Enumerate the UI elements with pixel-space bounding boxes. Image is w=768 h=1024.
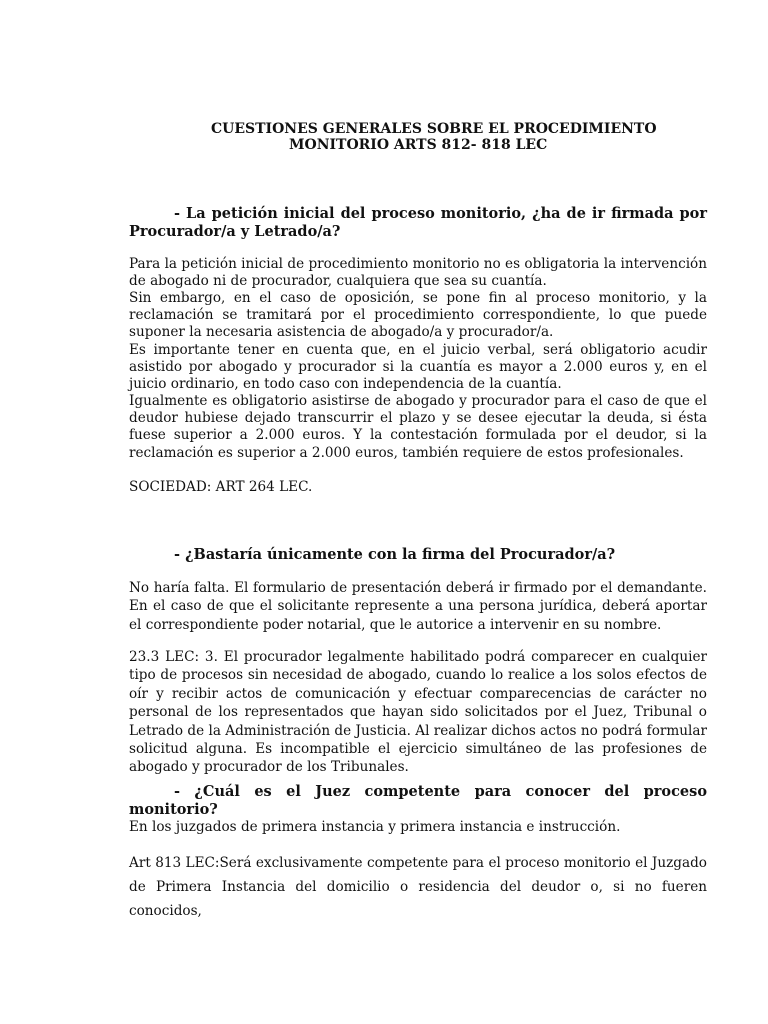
paragraph-art-813: Art 813 LEC:Será exclusivamente competente para el proceso monitorio el Juzgado de Primera Instancia del domicilio o residencia del deudor o, si no fueren conocidos, [129,855,707,919]
paragraph-execution: Igualmente es obligatorio asistirse de abogado y procurador para el caso de que el deudor hubiese dejado transcurrir el plazo y se desee ejecutar la deuda, si ésta fuese superior a 2.000 euros. Y la contestación formulada por el deudor, si la reclamación es superior a 2.000 euros, también requiere de estos profesionales. [129,393,707,461]
question-heading-signature: - La petición inicial del proceso monitorio, ¿ha de ir firmada por Procurador/a y Letrado/a? [129,205,707,240]
question-heading-competent-judge: - ¿Cuál es el Juez competente para conocer del proceso monitorio? [129,783,707,818]
paragraph-opposition: Sin embargo, en el caso de oposición, se pone fin al proceso monitorio, y la reclamación se tramitará por el procedimiento correspondiente, lo que puede suponer la necesaria asistencia de abogado/a y procurador/a. [129,290,707,341]
paragraph-sociedad: SOCIEDAD: ART 264 LEC. [129,479,313,495]
paragraph-no-obligation: Para la petición inicial de procedimiento monitorio no es obligatoria la intervención de abogado ni de procurador, cualquiera que sea su cuantía. [129,256,707,290]
paragraph-courts: En los juzgados de primera instancia y primera instancia e instrucción. [129,819,621,835]
paragraph-form-signature: No haría falta. El formulario de presentación deberá ir firmado por el demandante. En el caso de que el solicitante represente a una persona jurídica, deberá aportar el correspondiente poder notarial, que le autorice a intervenir en su nombre. [129,580,707,633]
paragraph-art-23-3: 23.3 LEC: 3. El procurador legalmente habilitado podrá comparecer en cualquier tipo de procesos sin necesidad de abogado, cuando lo realice a los solos efectos de oír y recibir actos de comunicación y efectuar comparecencias de carácter no personal de los representados que hayan sido solicitados por el Juez, Tribunal o Letrado de la Administración de Justicia. Al realizar dichos actos no podrá formular solicitud alguna. Es incompatible el ejercicio simultáneo de las profesiones de abogado y procurador de los Tribunales. [129,649,707,776]
title-line-2: MONITORIO ARTS 812- 818 LEC [289,137,548,153]
title-line-1: CUESTIONES GENERALES SOBRE EL PROCEDIMIENTO [211,121,657,137]
document-page [129,0,707,1024]
question-heading-procurador: - ¿Bastaría únicamente con la firma del Procurador/a? [174,546,616,563]
paragraph-verbal-trial: Es importante tener en cuenta que, en el juicio verbal, será obligatorio acudir asistido por abogado y procurador si la cuantía es mayor a 2.000 euros y, en el juicio ordinario, en todo caso con independencia de la cuantía. [129,342,707,393]
